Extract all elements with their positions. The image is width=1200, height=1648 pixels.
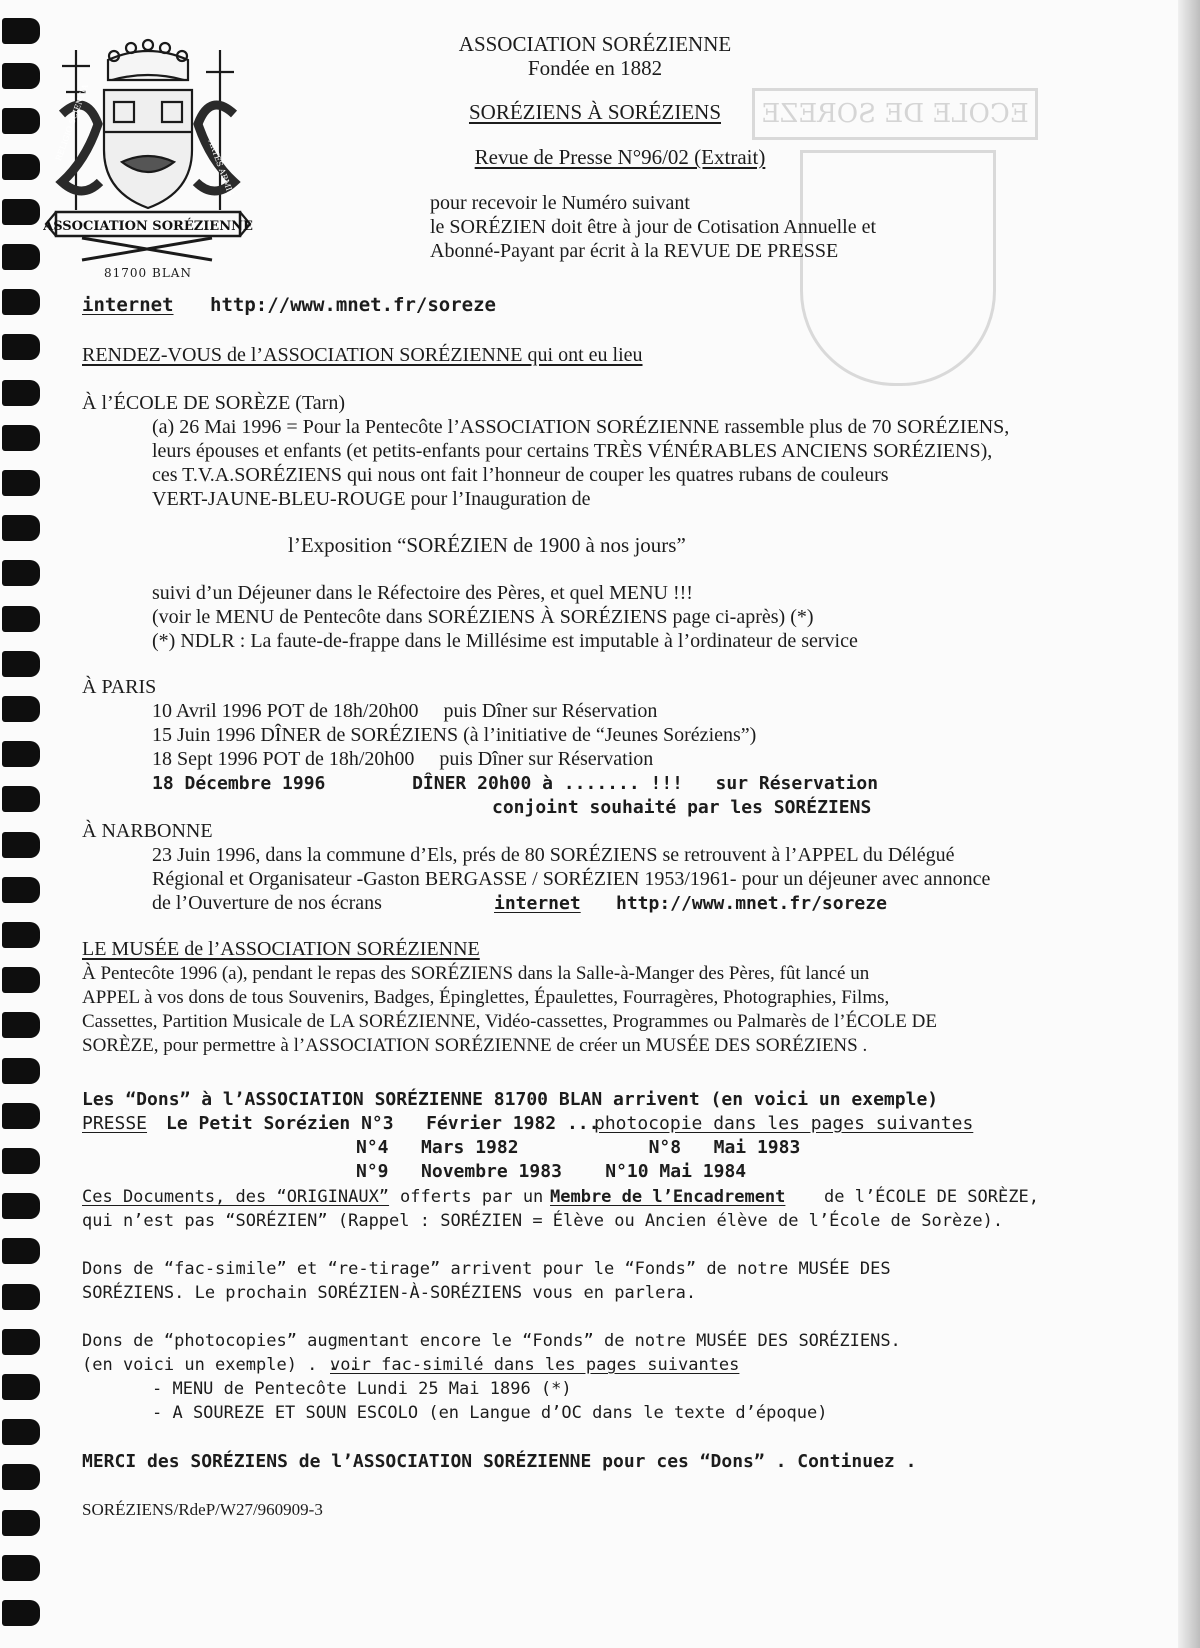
ndlr-line: (*) NDLR : La faute-de-frappe dans le Millésime est imputable à l’ordinateur de service	[152, 630, 858, 652]
docs-line-1d: de l’ÉCOLE DE SORÈZE,	[824, 1187, 1039, 1207]
binding-ring	[2, 334, 40, 360]
page-edge	[1178, 0, 1200, 1648]
musee-heading: LE MUSÉE de l’ASSOCIATION SORÉZIENNE	[82, 938, 480, 960]
binding-ring	[2, 741, 40, 767]
presse-issues-2: N°9 Novembre 1983 N°10 Mai 1984	[356, 1161, 747, 1182]
ecole-line-3: ces T.V.A.SORÉZIENS qui nous ont fait l’honneur de couper les quatres rubans de couleurs	[152, 464, 889, 486]
binding-ring	[2, 63, 40, 89]
footer-reference: SORÉZIENS/RdeP/W27/960909-3	[82, 1500, 323, 1519]
binding-ring	[2, 696, 40, 722]
binding-ring	[2, 1058, 40, 1084]
ghost-stamp: ECOLE DE SOREZE	[752, 88, 1038, 140]
binding-ring	[2, 425, 40, 451]
founded-date: Fondée en 1882	[527, 56, 663, 80]
menu-line-1: suivi d’un Déjeuner dans le Réfectoire des Pères, et quel MENU !!!	[152, 582, 693, 604]
binding-ring	[2, 1148, 40, 1174]
paris-line-1: 10 Avril 1996 POT de 18h/20h00 puis Dîner sur Réservation	[152, 700, 658, 722]
musee-line-4: SORÈZE, pour permettre à l’ASSOCIATION SORÉZIENNE de créer un MUSÉE DES SORÉZIENS .	[82, 1035, 868, 1056]
narbonne-internet-label: internet	[494, 893, 581, 914]
binding-ring	[2, 967, 40, 993]
issue-title: Revue de Presse N°96/02 (Extrait)	[474, 145, 766, 169]
binding-ring	[2, 1284, 40, 1310]
binding-ring	[2, 1238, 40, 1264]
presse-label: PRESSE	[82, 1113, 148, 1134]
docs-line-1a: Ces Documents, des “ORIGINAUX”	[82, 1187, 390, 1207]
narbonne-internet-url[interactable]: http://www.mnet.fr/soreze	[616, 893, 887, 914]
binding-ring	[2, 786, 40, 812]
notice-line-1: pour recevoir le Numéro suivant	[430, 192, 690, 214]
binding-ring	[2, 1464, 40, 1490]
paris-title: À PARIS	[82, 676, 157, 698]
menu-line-2: (voir le MENU de Pentecôte dans SORÉZIENS À SORÉZIENS page ci-après) (*)	[152, 606, 814, 628]
binding-ring	[2, 1510, 40, 1536]
presse-line: Le Petit Sorézien N°3 Février 1982 ...	[166, 1113, 600, 1134]
binding-ring	[2, 470, 40, 496]
binding-ring	[2, 154, 40, 180]
presse-issues-1: N°4 Mars 1982 N°8 Mai 1983	[356, 1137, 801, 1158]
narbonne-line-2: Régional et Organisateur -Gaston BERGASSE / SORÉZIEN 1953/1961- pour un déjeuner avec annonce	[152, 868, 991, 890]
crest-right-ribbon-text: ARTES ARMIS	[206, 138, 236, 198]
binding-ring	[2, 877, 40, 903]
binding-ring	[2, 289, 40, 315]
ecole-line-2: leurs épouses et enfants (et petits-enfants pour certains TRÈS VÉNÉRABLES ANCIENS SORÉZIENS),	[152, 440, 993, 462]
facsimile-line-2: SORÉZIENS. Le prochain SORÉZIEN-À-SORÉZIENS vous en parlera.	[82, 1283, 697, 1303]
narbonne-line-1: 23 Juin 1996, dans la commune d’Els, prés de 80 SORÉZIENS se retrouvent à l’APPEL du Délégué	[152, 844, 955, 866]
association-name: ASSOCIATION SORÉZIENNE	[458, 32, 732, 56]
binding-ring	[2, 832, 40, 858]
notice-line-2: le SORÉZIEN doit être à jour de Cotisation Annuelle et	[430, 216, 877, 238]
exposition-title: l’Exposition “SORÉZIEN de 1900 à nos jours”	[288, 533, 686, 557]
paris-line-3: 18 Sept 1996 POT de 18h/20h00 puis Dîner sur Réservation	[152, 748, 654, 770]
narbonne-title: À NARBONNE	[82, 820, 213, 842]
binding-ring	[2, 606, 40, 632]
musee-line-1: À Pentecôte 1996 (a), pendant le repas des SORÉZIENS dans la Salle-à-Manger des Pères, fût lancé un	[82, 963, 870, 984]
binding-ring	[2, 244, 40, 270]
paris-december-2: conjoint souhaité par les SORÉZIENS	[492, 797, 872, 818]
musee-line-2: APPEL à vos dons de tous Souvenirs, Badges, Épinglettes, Épaulettes, Fourragères, Photographies, Films,	[82, 987, 890, 1008]
binding-ring	[2, 651, 40, 677]
dons-line: Les “Dons” à l’ASSOCIATION SORÉZIENNE 81700 BLAN arrivent (en voici un exemple)	[82, 1089, 939, 1110]
photocopies-line-2a: (en voici un exemple) . . .	[82, 1355, 359, 1375]
publication-title: SORÉZIENS À SORÉZIENS	[468, 100, 721, 124]
crest-left-ribbon-text: RELIGIO SCIENTIA	[54, 83, 91, 163]
binding-ring	[2, 515, 40, 541]
binding-ring	[2, 1555, 40, 1581]
binding-ring	[2, 1419, 40, 1445]
musee-line-3: Cassettes, Partition Musicale de LA SORÉZIENNE, Vidéo-cassettes, Programmes ou Palmarès de l’ÉCOLE DE	[82, 1011, 937, 1032]
binding-ring	[2, 18, 40, 44]
crest-city: 81700 BLAN	[104, 266, 192, 280]
narbonne-line-3: de l’Ouverture de nos écrans	[152, 892, 382, 914]
internet-label: internet	[82, 294, 174, 316]
internet-url[interactable]: http://www.mnet.fr/soreze	[210, 294, 496, 316]
ecole-title: À l’ÉCOLE DE SORÈZE (Tarn)	[82, 392, 345, 414]
binding-ring	[2, 1600, 40, 1626]
binding-ring	[2, 922, 40, 948]
binding-ring	[2, 1374, 40, 1400]
spiral-binding	[0, 0, 46, 1648]
paris-line-2: 15 Juin 1996 DÎNER de SORÉZIENS (à l’initiative de “Jeunes Soréziens”)	[152, 724, 757, 746]
ecole-line-1: (a) 26 Mai 1996 = Pour la Pentecôte l’ASSOCIATION SORÉZIENNE rassemble plus de 70 SORÉZIENS,	[152, 416, 1010, 438]
binding-ring	[2, 1103, 40, 1129]
docs-line-1b: offerts par un	[400, 1187, 544, 1207]
item-menu: - MENU de Pentecôte Lundi 25 Mai 1896 (*)	[152, 1379, 572, 1399]
ghost-shield	[800, 150, 996, 386]
ecole-line-4: VERT-JAUNE-BLEU-ROUGE pour l’Inauguration de	[152, 488, 591, 510]
binding-ring	[2, 1329, 40, 1355]
docs-line-1c: Membre de l’Encadrement	[550, 1187, 786, 1207]
binding-ring	[2, 108, 40, 134]
paris-december: 18 Décembre 1996 DÎNER 20h00 à ....... !!! sur Réservation	[152, 773, 879, 794]
binding-ring	[2, 1012, 40, 1038]
docs-line-2: qui n’est pas “SORÉZIEN” (Rappel : SORÉZIEN = Élève ou Ancien élève de l’École de Sorèze).	[82, 1211, 1004, 1231]
photocopies-line-2b: voir fac-similé dans les pages suivantes	[330, 1355, 740, 1375]
binding-ring	[2, 1193, 40, 1219]
facsimile-line-1: Dons de “fac-simile” et “re-tirage” arrivent pour le “Fonds” de notre MUSÉE DES	[82, 1259, 891, 1279]
photocopies-line-1: Dons de “photocopies” augmentant encore le “Fonds” de notre MUSÉE DES SORÉZIENS.	[82, 1331, 901, 1351]
binding-ring	[2, 560, 40, 586]
crest-banner-text: ASSOCIATION SORÉZIENNE	[43, 219, 253, 234]
presse-link: photocopie dans les pages suivantes	[594, 1113, 974, 1134]
merci-line: MERCI des SORÉZIENS de l’ASSOCIATION SORÉZIENNE pour ces “Dons” . Continuez .	[82, 1451, 917, 1472]
binding-ring	[2, 380, 40, 406]
binding-ring	[2, 199, 40, 225]
rendezvous-heading: RENDEZ-VOUS de l’ASSOCIATION SORÉZIENNE qui ont eu lieu	[82, 344, 643, 366]
association-crest-logo	[42, 32, 254, 264]
notice-line-3: Abonné-Payant par écrit à la REVUE DE PRESSE	[430, 240, 839, 262]
item-soureze: - A SOUREZE ET SOUN ESCOLO (en Langue d’OC dans le texte d’époque)	[152, 1403, 828, 1423]
